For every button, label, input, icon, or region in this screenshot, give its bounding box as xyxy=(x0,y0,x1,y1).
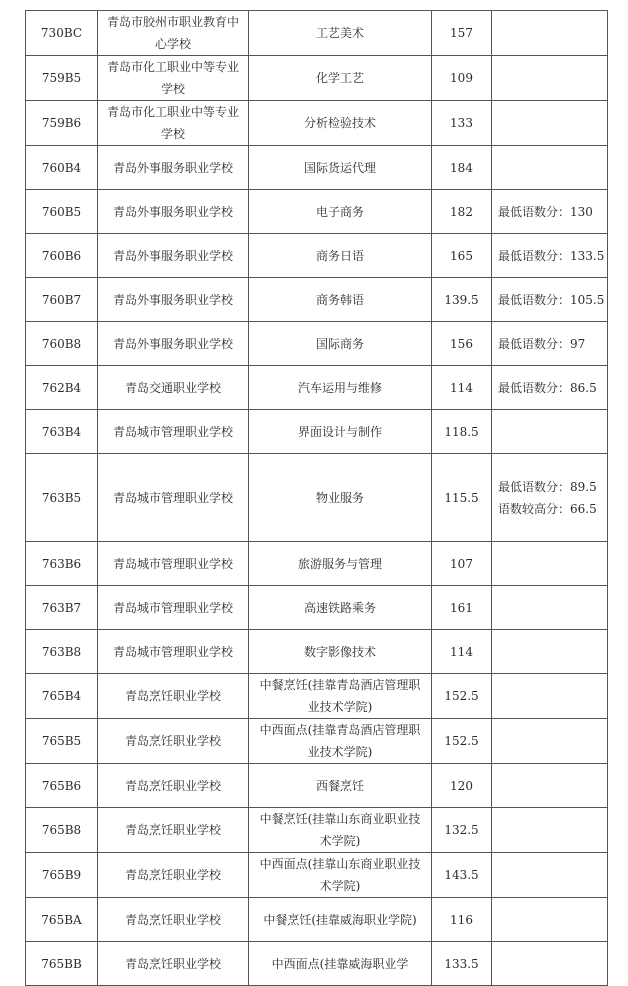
table-row xyxy=(26,454,608,542)
score-cell: 114 xyxy=(432,630,492,674)
table-row xyxy=(26,542,608,586)
score-cell: 165 xyxy=(432,234,492,278)
code-cell: 765B5 xyxy=(26,719,98,764)
table-row xyxy=(26,898,608,942)
note-cell xyxy=(492,898,608,942)
table-row xyxy=(26,190,608,234)
school-cell: 青岛市化工职业中等专业学校 xyxy=(98,56,249,101)
major-cell: 物业服务 xyxy=(249,454,432,542)
school-cell: 青岛城市管理职业学校 xyxy=(98,410,249,454)
school-cell: 青岛市化工职业中等专业学校 xyxy=(98,101,249,146)
code-cell: 730BC xyxy=(26,11,98,56)
code-cell: 765B9 xyxy=(26,853,98,898)
note-cell xyxy=(492,410,608,454)
table-body xyxy=(26,11,608,986)
score-cell: 118.5 xyxy=(432,410,492,454)
table-row xyxy=(26,234,608,278)
code-cell: 763B6 xyxy=(26,542,98,586)
table-row xyxy=(26,808,608,853)
school-cell: 青岛烹饪职业学校 xyxy=(98,764,249,808)
note-cell xyxy=(492,278,608,322)
code-cell: 765B4 xyxy=(26,674,98,719)
school-cell: 青岛烹饪职业学校 xyxy=(98,674,249,719)
school-cell: 青岛外事服务职业学校 xyxy=(98,278,249,322)
score-cell: 161 xyxy=(432,586,492,630)
school-cell: 青岛城市管理职业学校 xyxy=(98,586,249,630)
school-cell: 青岛城市管理职业学校 xyxy=(98,542,249,586)
code-cell: 760B7 xyxy=(26,278,98,322)
code-cell: 760B6 xyxy=(26,234,98,278)
code-cell: 762B4 xyxy=(26,366,98,410)
note-cell xyxy=(492,454,608,542)
table-row xyxy=(26,853,608,898)
major-cell: 工艺美术 xyxy=(249,11,432,56)
score-cell: 133 xyxy=(432,101,492,146)
score-cell: 184 xyxy=(432,146,492,190)
note-cell xyxy=(492,808,608,853)
code-cell: 759B5 xyxy=(26,56,98,101)
major-cell: 中西面点(挂靠威海职业学 xyxy=(249,942,432,986)
table-row xyxy=(26,410,608,454)
score-cell: 114 xyxy=(432,366,492,410)
table-row xyxy=(26,11,608,56)
note-text: 最低语数分：105.5 xyxy=(498,292,605,307)
school-cell: 青岛烹饪职业学校 xyxy=(98,898,249,942)
note-text: 最低语数分：89.5 xyxy=(498,479,597,494)
code-cell: 760B5 xyxy=(26,190,98,234)
note-cell xyxy=(492,542,608,586)
table-row xyxy=(26,56,608,101)
table-row xyxy=(26,674,608,719)
note-cell xyxy=(492,674,608,719)
note-cell xyxy=(492,586,608,630)
score-cell: 120 xyxy=(432,764,492,808)
table-row xyxy=(26,719,608,764)
note-cell xyxy=(492,56,608,101)
school-cell: 青岛外事服务职业学校 xyxy=(98,322,249,366)
score-cell: 116 xyxy=(432,898,492,942)
school-cell: 青岛烹饪职业学校 xyxy=(98,942,249,986)
table-row xyxy=(26,278,608,322)
note-cell xyxy=(492,719,608,764)
code-cell: 763B4 xyxy=(26,410,98,454)
school-cell: 青岛外事服务职业学校 xyxy=(98,146,249,190)
school-cell: 青岛外事服务职业学校 xyxy=(98,190,249,234)
code-cell: 765BA xyxy=(26,898,98,942)
school-cell: 青岛市胶州市职业教育中心学校 xyxy=(98,11,249,56)
table-row xyxy=(26,101,608,146)
major-cell: 电子商务 xyxy=(249,190,432,234)
major-cell: 中餐烹饪(挂靠青岛酒店管理职业技术学院) xyxy=(249,674,432,719)
major-cell: 中西面点(挂靠山东商业职业技术学院) xyxy=(249,853,432,898)
table-row xyxy=(26,586,608,630)
note-cell xyxy=(492,11,608,56)
admission-score-table xyxy=(25,10,608,986)
school-cell: 青岛外事服务职业学校 xyxy=(98,234,249,278)
note-text: 最低语数分：86.5 xyxy=(498,380,597,395)
score-cell: 133.5 xyxy=(432,942,492,986)
major-cell: 国际货运代理 xyxy=(249,146,432,190)
major-cell: 国际商务 xyxy=(249,322,432,366)
school-cell: 青岛城市管理职业学校 xyxy=(98,454,249,542)
code-cell: 760B4 xyxy=(26,146,98,190)
major-cell: 汽车运用与维修 xyxy=(249,366,432,410)
major-cell: 西餐烹饪 xyxy=(249,764,432,808)
note-cell xyxy=(492,322,608,366)
score-cell: 109 xyxy=(432,56,492,101)
note-cell xyxy=(492,190,608,234)
note-text: 最低语数分：97 xyxy=(498,336,586,351)
score-cell: 152.5 xyxy=(432,674,492,719)
table-row xyxy=(26,366,608,410)
score-cell: 152.5 xyxy=(432,719,492,764)
score-cell: 182 xyxy=(432,190,492,234)
score-cell: 143.5 xyxy=(432,853,492,898)
major-cell: 商务韩语 xyxy=(249,278,432,322)
score-cell: 107 xyxy=(432,542,492,586)
school-cell: 青岛交通职业学校 xyxy=(98,366,249,410)
major-cell: 中西面点(挂靠青岛酒店管理职业技术学院) xyxy=(249,719,432,764)
note-cell xyxy=(492,101,608,146)
code-cell: 763B7 xyxy=(26,586,98,630)
score-cell: 157 xyxy=(432,11,492,56)
score-cell: 139.5 xyxy=(432,278,492,322)
code-cell: 759B6 xyxy=(26,101,98,146)
table-row xyxy=(26,630,608,674)
major-cell: 中餐烹饪(挂靠威海职业学院) xyxy=(249,898,432,942)
code-cell: 763B8 xyxy=(26,630,98,674)
note-cell xyxy=(492,764,608,808)
major-cell: 界面设计与制作 xyxy=(249,410,432,454)
code-cell: 763B5 xyxy=(26,454,98,542)
note-cell xyxy=(492,146,608,190)
table-row xyxy=(26,322,608,366)
table-row xyxy=(26,942,608,986)
note-text: 最低语数分：130 xyxy=(498,204,593,219)
school-cell: 青岛烹饪职业学校 xyxy=(98,808,249,853)
note-cell xyxy=(492,366,608,410)
score-cell: 156 xyxy=(432,322,492,366)
note-text: 语数较高分：66.5 xyxy=(498,501,597,516)
major-cell: 商务日语 xyxy=(249,234,432,278)
table-row xyxy=(26,764,608,808)
major-cell: 分析检验技术 xyxy=(249,101,432,146)
code-cell: 760B8 xyxy=(26,322,98,366)
table-row xyxy=(26,146,608,190)
score-cell: 132.5 xyxy=(432,808,492,853)
major-cell: 化学工艺 xyxy=(249,56,432,101)
school-cell: 青岛城市管理职业学校 xyxy=(98,630,249,674)
school-cell: 青岛烹饪职业学校 xyxy=(98,719,249,764)
note-cell xyxy=(492,942,608,986)
code-cell: 765B8 xyxy=(26,808,98,853)
school-cell: 青岛烹饪职业学校 xyxy=(98,853,249,898)
note-cell xyxy=(492,630,608,674)
code-cell: 765B6 xyxy=(26,764,98,808)
code-cell: 765BB xyxy=(26,942,98,986)
major-cell: 高速铁路乘务 xyxy=(249,586,432,630)
major-cell: 数字影像技术 xyxy=(249,630,432,674)
note-cell xyxy=(492,853,608,898)
score-cell: 115.5 xyxy=(432,454,492,542)
major-cell: 中餐烹饪(挂靠山东商业职业技术学院) xyxy=(249,808,432,853)
note-text: 最低语数分：133.5 xyxy=(498,248,605,263)
major-cell: 旅游服务与管理 xyxy=(249,542,432,586)
note-cell xyxy=(492,234,608,278)
